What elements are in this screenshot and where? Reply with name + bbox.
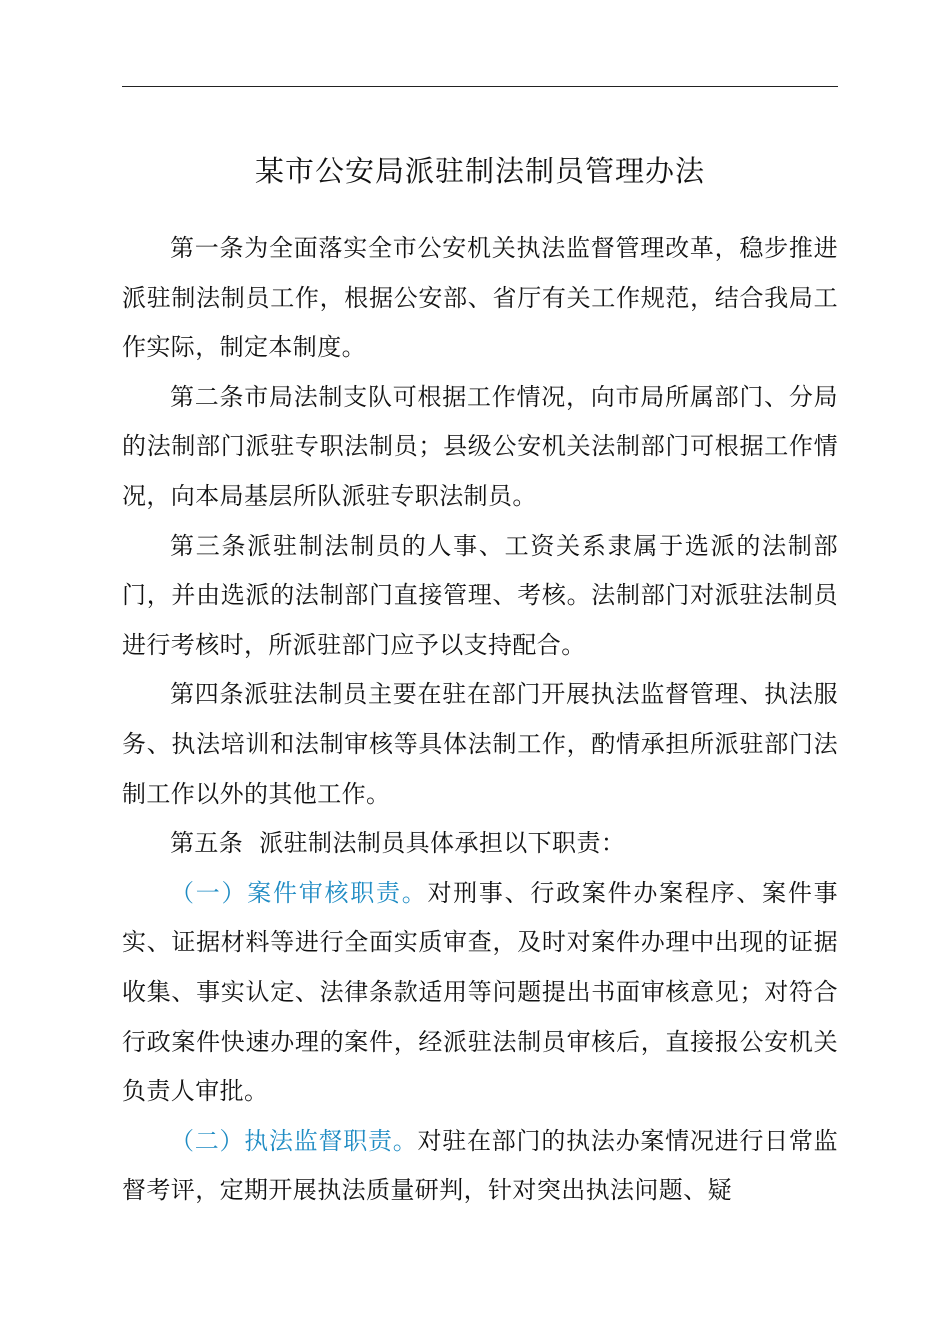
article-4: 第四条派驻法制员主要在驻在部门开展执法监督管理、执法服务、执法培训和法制审核等具体法制工作，酌情承担所派驻部门法制工作以外的其他工作。 (122, 680, 838, 808)
article-2: 第二条市局法制支队可根据工作情况，向市局所属部门、分局的法制部门派驻专职法制员；县级公安机关法制部门可根据工作情况，向本局基层所队派驻专职法制员。 (122, 382, 838, 510)
header-rule (122, 86, 838, 87)
article-1: 第一条为全面落实全市公安机关执法监督管理改革，稳步推进派驻制法制员工作，根据公安部、省厅有关工作规范，结合我局工作实际，制定本制度。 (122, 234, 838, 362)
article-3: 第三条派驻制法制员的人事、工资关系隶属于选派的法制部门，并由选派的法制部门直接管理、考核。法制部门对派驻法制员进行考核时，所派驻部门应予以支持配合。 (122, 531, 838, 659)
article-5: 第五条 派驻制法制员具体承担以下职责： (170, 829, 626, 858)
duty-item-2 (122, 1117, 838, 1216)
document-body (122, 224, 838, 1216)
document-title: 某市公安局派驻制法制员管理办法 (254, 154, 705, 188)
duty-heading-1: （一）案件审核职责。 (170, 878, 428, 907)
duty-heading-2: （二）执法监督职责。 (170, 1126, 418, 1155)
duty-item-1 (122, 869, 838, 1117)
duty-text-2: 对驻在部门的执法办案情况进行日常监督考评，定期开展执法质量研判，针对突出执法问题、疑 (122, 1126, 838, 1205)
duty-text-1: 对刑事、行政案件办案程序、案件事实、证据材料等进行全面实质审查，及时对案件办理中出现的证据收集、事实认定、法律条款适用等问题提出书面审核意见；对符合行政案件快速办理的案件，经派驻法制员审核后，直接报公安机关负责人审批。 (122, 878, 838, 1106)
